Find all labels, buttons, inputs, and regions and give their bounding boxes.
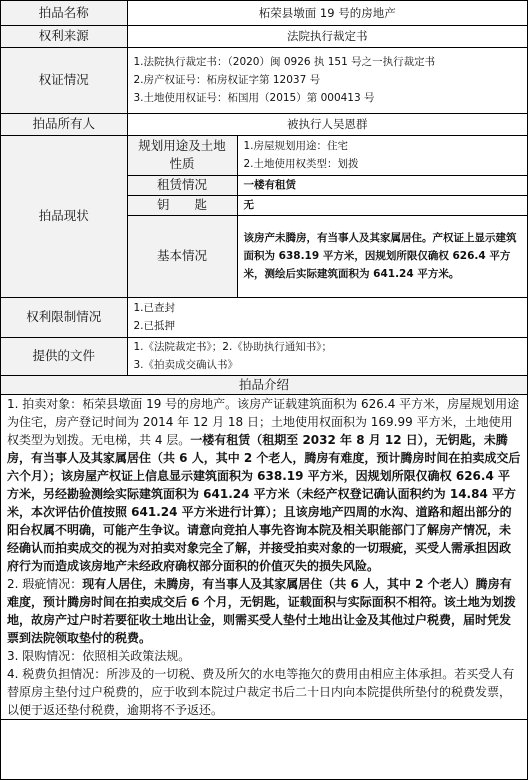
restriction-line: 1.已查封	[133, 302, 176, 314]
docs-line: 1.《法院裁定书》；2.《协助执行通知书》；	[133, 341, 333, 353]
auction-info-table	[1, 1, 527, 720]
restriction-label: 权利限制情况	[1, 297, 127, 337]
owner-label: 拍品所有人	[1, 113, 127, 135]
planning-line: 1.房屋规划用途：住宅	[243, 140, 349, 152]
source-label: 权利来源	[1, 25, 127, 47]
row-intro-head	[1, 375, 527, 394]
row-source	[1, 25, 527, 47]
item-name-label: 拍品名称	[1, 1, 127, 25]
cert-line: 3.土地使用权证号：柘国用（2015）第 000413 号	[133, 92, 375, 104]
lease-value: 一楼有租赁	[237, 175, 527, 195]
docs-line: 3.《拍卖成交确认书》	[133, 359, 239, 371]
lease-label: 租赁情况	[127, 175, 237, 195]
row-intro	[1, 394, 527, 719]
intro-p1-plain: 1. 拍卖对象：柘荣县墩面 19 号的房地产。该房产证载建筑面积为 626.4 平方米，房屋规划用途为住宅，房产登记时间为 2014 年 12 月 18 日；土地使用权面积为 169.99 平方米，土地使用权类型为划拨。无电梯，共 4 层。	[7, 396, 520, 447]
planning-label: 规划用途及土地性质	[127, 135, 237, 175]
planning-value	[237, 135, 527, 175]
row-owner	[1, 113, 527, 135]
intro-paragraph-1	[7, 395, 521, 575]
item-name-value: 柘荣县墩面 19 号的房地产	[127, 1, 527, 25]
intro-p2-plain: 2. 瑕疵情况：	[7, 576, 83, 591]
row-cert	[1, 47, 527, 113]
cert-line: 2.房产权证号：柘房权证字第 12037 号	[133, 74, 321, 86]
intro-paragraph-3: 3. 限购情况：依照相关政策法规。	[7, 648, 191, 663]
row-restriction	[1, 297, 527, 337]
docs-value	[127, 337, 527, 375]
intro-paragraph-2	[7, 575, 521, 647]
source-value: 法院执行裁定书	[127, 25, 527, 47]
row-item-name	[1, 1, 527, 25]
cert-value	[127, 47, 527, 113]
intro-paragraph-4: 4. 税费负担情况：所涉及的一切税、费及所欠的水电等拖欠的费用由相应主体承担。若买受人有替原房主垫付过户税费的，应于收到本院过户裁定书后二十日内向本院提供所垫付的税费发票，以便于返还垫付税费，逾期将不予返还。	[7, 666, 515, 717]
restriction-line: 2.已抵押	[133, 320, 176, 332]
owner-value: 被执行人吴恩群	[127, 113, 527, 135]
planning-line: 2.土地使用权类型：划拨	[243, 158, 359, 170]
row-planning	[1, 135, 527, 175]
intro-p1-bold: 一楼有租赁（租期至 2032 年 8 月 12 日），无钥匙，未腾房，有当事人及其家属居住（共 6 人，其中 2 个老人，腾房有难度，预计腾房时间在拍卖成交后六个月）；该房屋产权证上信息显示建筑面积为 638.19 平方米，因规划所限仅确权 626.4 平方米，另经勘验测绘实际建筑面积为 641.24 平方米（未经产权登记确认面积约为 14.84 平方米，本次评估价值按照 641.24 平方米进行计算）；且该房地产四周的水沟、道路和超出部分的阳台权属不明确，可能产生争议。请意向竞拍人事先咨询本院及相关职能部门了解房产情况，未经确认而拍卖成交的视为对拍卖对象完全了解，并接受拍卖对象的一切瑕疵，买受人需承担因政府行为而造成该房地产未经政府确权部分面积的价值灭失的损失风险。	[7, 432, 521, 573]
basic-label: 基本情况	[127, 215, 237, 297]
restriction-value	[127, 297, 527, 337]
cert-label: 权证情况	[1, 47, 127, 113]
intro-p2-bold: 现有人居住，未腾房，有当事人及其家属居住（共 6 人，其中 2 个老人）腾房有难度，预计腾房时间在拍卖成交后 6 个月，无钥匙，证载面积与实际面积不相符。该土地为划拨地，故房产过户时若要征收土地出让金，则需买受人垫付土地出让金及其他过户税费，届时凭发票到法院领取垫付的税费。	[7, 576, 516, 645]
intro-title: 拍品介绍	[1, 375, 527, 394]
row-docs	[1, 337, 527, 375]
key-value: 无	[237, 195, 527, 215]
cert-line: 1.法院执行裁定书：（2020）闽 0926 执 151 号之一执行裁定书	[133, 56, 436, 68]
status-label: 拍品现状	[1, 135, 127, 297]
basic-value: 该房产未腾房，有当事人及其家属居住。产权证上显示建筑面积为 638.19 平方米，因规划所限仅确权 626.4 平方米，测绘后实际建筑面积为 641.24 平方米。	[237, 215, 527, 297]
key-label: 钥 匙	[127, 195, 237, 215]
intro-body	[1, 394, 527, 719]
docs-label: 提供的文件	[1, 337, 127, 375]
